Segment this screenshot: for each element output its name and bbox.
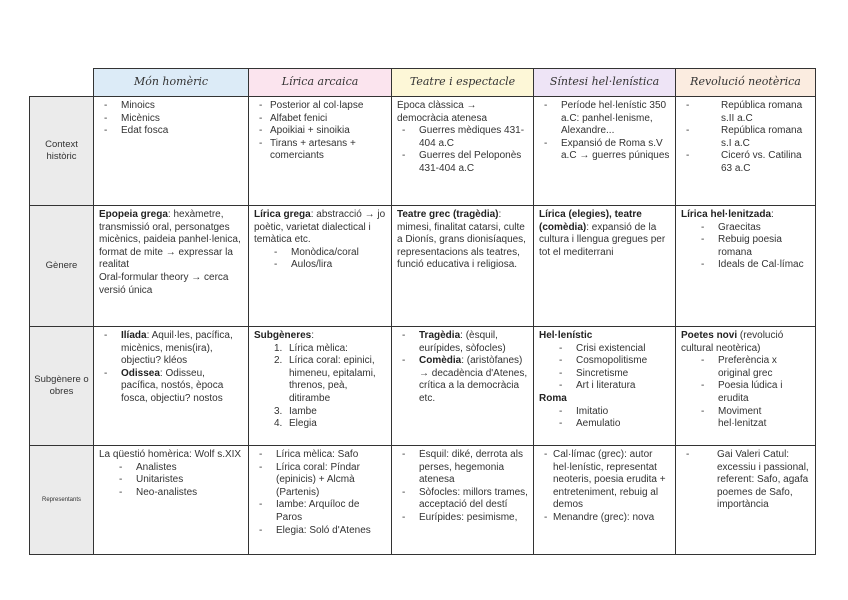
list-item: - República romana s.I a.C bbox=[681, 125, 810, 150]
cell-representants-lirica bbox=[249, 446, 392, 555]
subgenere-teatre-bold-1: Comèdia bbox=[419, 355, 462, 367]
list-item: - Guerres del Peloponès 431-404 a.C bbox=[397, 150, 528, 175]
row-header-representants: Representants bbox=[30, 446, 94, 555]
cell-representants-teatre bbox=[392, 446, 534, 555]
list-item: - Analistes bbox=[99, 462, 243, 475]
genere-neoterica-bold: Lírica hel·lenitzada bbox=[681, 209, 772, 220]
list-number: 1. bbox=[274, 342, 283, 354]
cell-genere-sintesi bbox=[534, 206, 676, 327]
representants-homer-intro: La qüestió homèrica: Wolf s.XIX bbox=[99, 449, 242, 460]
list-item: - Monòdica/coral bbox=[254, 247, 386, 260]
list-item: - Imitatio bbox=[539, 406, 670, 419]
list-item: - Poesia lúdica i erudita bbox=[681, 380, 810, 405]
list-item: - Elegia: Soló d'Atenes bbox=[254, 525, 386, 538]
list-item: - Ideals de Cal·límac bbox=[681, 259, 810, 272]
cell-genere-homer bbox=[94, 206, 249, 327]
list-item: - Cal·límac (grec): autor hel·lenístic, representat neoteris, poesia erudita + entreteniment, rebuig al demos bbox=[539, 449, 670, 512]
subgenere-homer-bold-1: Odissea bbox=[121, 367, 160, 379]
genere-lirica-text: : abstracció → jo poètic, varietat dialectical i temàtica etc. bbox=[254, 209, 386, 246]
subgenere-neoterica-bold: Poetes novi bbox=[681, 330, 738, 341]
list-item: - Lírica coral: Píndar (epinicis) + Alcmà (Partenis) bbox=[254, 462, 386, 500]
list-item: - Unitaristes bbox=[99, 474, 243, 487]
cell-context-lirica bbox=[249, 97, 392, 206]
list-item bbox=[397, 330, 528, 355]
subgenere-neoterica-text: (revolució cultural neotèrica) bbox=[681, 330, 784, 354]
list-item bbox=[254, 355, 386, 405]
list-item: - Rebuig poesia romana bbox=[681, 234, 810, 259]
list-item: - Guerres mèdiques 431-404 a.C bbox=[397, 125, 528, 150]
cell-context-sintesi bbox=[534, 97, 676, 206]
list-text: Lírica mèlica: bbox=[289, 342, 348, 354]
cell-subgenere-sintesi bbox=[534, 327, 676, 446]
header-sintesi: Síntesi hel·lenística bbox=[534, 69, 676, 97]
list-item: - Gai Valeri Catul: excessiu i passional, referent: Safo, agafa poemes de Safo, importància bbox=[681, 449, 810, 512]
list-item bbox=[254, 406, 386, 419]
list-item bbox=[254, 418, 386, 431]
list-item: - Alfabet fenici bbox=[254, 113, 386, 126]
list-number: 4. bbox=[274, 418, 283, 430]
list-item: - Lírica mèlica: Safo bbox=[254, 449, 386, 462]
list-item: - Micènics bbox=[99, 113, 243, 126]
list-item: - Eurípides: pesimisme, bbox=[397, 512, 528, 525]
genere-teatre-bold: Teatre grec (tragèdia) bbox=[397, 209, 499, 220]
cell-subgenere-teatre bbox=[392, 327, 534, 446]
genere-neoterica-text: : bbox=[771, 209, 774, 220]
cell-representants-homer bbox=[94, 446, 249, 555]
header-neoterica: Revolució neotèrica bbox=[676, 69, 816, 97]
cell-representants-sintesi bbox=[534, 446, 676, 555]
corner-cell bbox=[30, 69, 94, 97]
list-number: 2. bbox=[274, 355, 283, 367]
header-lirica-arcaica: Lírica arcaica bbox=[249, 69, 392, 97]
context-teatre-intro: Època clàssica → democràcia atenesa bbox=[397, 100, 488, 124]
list-item: - Aulos/lira bbox=[254, 259, 386, 272]
list-item: - Ciceró vs. Catilina 63 a.C bbox=[681, 150, 810, 175]
subgenere-sintesi-bold-1: Hel·lenístic bbox=[539, 330, 593, 341]
subgenere-homer-bold-0: Ilíada bbox=[121, 330, 147, 341]
list-item bbox=[99, 368, 243, 406]
subgenere-teatre-text-1: : (aristòfanes) → decadència d'Atenes, crítica a la democràcia etc. bbox=[419, 355, 528, 404]
list-item: - Aemulatio bbox=[539, 418, 670, 431]
list-item: - Posterior al col·lapse bbox=[254, 100, 386, 113]
list-item: - Iambe: Arquíloc de Paros bbox=[254, 499, 386, 524]
genere-teatre-text: : mimesi, finalitat catarsi, culte a Dionís, grans dionisíaques, representacions als teatres, funció educativa i religiosa. bbox=[397, 209, 526, 271]
list-item: - Sincretisme bbox=[539, 368, 670, 381]
list-item: - Cosmopolitisme bbox=[539, 355, 670, 368]
genere-sintesi-text: : expansió de la cultura i llengua gregues per tot el mediterrani bbox=[539, 221, 666, 258]
list-item bbox=[397, 355, 528, 405]
list-item: - Període hel·lenístic 350 a.C: panhel·lenisme, Alexandre... bbox=[539, 100, 670, 138]
list-item: - Moviment hel·lenitzat bbox=[681, 406, 810, 431]
row-header-genere: Gènere bbox=[30, 206, 94, 327]
list-item bbox=[254, 343, 386, 356]
summary-table bbox=[29, 68, 816, 555]
cell-genere-neoterica bbox=[676, 206, 816, 327]
genere-sintesi-bold: Lírica (elegies), teatre (comèdia) bbox=[539, 209, 642, 233]
list-text: Iambe bbox=[289, 405, 317, 417]
list-item: - Preferència x original grec bbox=[681, 355, 810, 380]
list-item: - Tirans + artesans + comerciants bbox=[254, 138, 386, 163]
list-item: - Sòfocles: millors trames, acceptació del destí bbox=[397, 487, 528, 512]
subgenere-homer-text-0: : Aquil·les, pacífica, micènics, menis(ira), objectiu? kléos bbox=[121, 330, 233, 367]
subgenere-sintesi-bold-2: Roma bbox=[539, 392, 567, 404]
row-header-context: Context històric bbox=[30, 97, 94, 206]
list-text: Elegia bbox=[289, 418, 317, 430]
cell-subgenere-homer bbox=[94, 327, 249, 446]
subgenere-teatre-bold-0: Tragèdia bbox=[419, 330, 461, 341]
genere-homer-extra: Oral-formular theory → cerca versió única bbox=[99, 271, 229, 296]
genere-homer-text: : hexàmetre, transmissió oral, personatges micènics, paideia panhel·lenica, format de mite → expressar la realitat bbox=[99, 209, 241, 271]
list-text: Lírica coral: epinici, himeneu, epitalami, threnos, peà, ditirambe bbox=[289, 355, 376, 404]
header-mon-homeric: Món homèric bbox=[94, 69, 249, 97]
cell-context-teatre bbox=[392, 97, 534, 206]
list-item: - Crisi existencial bbox=[539, 343, 670, 356]
cell-context-homer bbox=[94, 97, 249, 206]
list-item: - Menandre (grec): nova bbox=[539, 512, 670, 525]
list-item: - República romana s.II a.C bbox=[681, 100, 810, 125]
genere-homer-bold: Epopeia grega bbox=[99, 209, 168, 220]
cell-context-neoterica bbox=[676, 97, 816, 206]
list-item: - Edat fosca bbox=[99, 125, 243, 138]
list-item: - Apoikiai + sinoikia bbox=[254, 125, 386, 138]
list-item: - Expansió de Roma s.V a.C → guerres púniques bbox=[539, 138, 670, 163]
list-item: - Neo-analistes bbox=[99, 487, 243, 500]
subgenere-lirica-text: : bbox=[311, 330, 315, 341]
subgenere-teatre-text-0: : (èsquil, eurípides, sòfocles) bbox=[419, 330, 506, 354]
row-header-subgenere: Subgènere o obres bbox=[30, 327, 94, 446]
list-item: - Minoics bbox=[99, 100, 243, 113]
cell-genere-teatre bbox=[392, 206, 534, 327]
cell-representants-neoterica bbox=[676, 446, 816, 555]
list-number: 3. bbox=[274, 405, 283, 417]
cell-genere-lirica bbox=[249, 206, 392, 327]
list-item bbox=[99, 330, 243, 368]
genere-lirica-bold: Lírica grega bbox=[254, 209, 311, 220]
list-item: - Graecitas bbox=[681, 222, 810, 235]
subgenere-lirica-bold: Subgèneres bbox=[254, 330, 312, 341]
header-teatre: Teatre i espectacle bbox=[392, 69, 534, 97]
cell-subgenere-lirica bbox=[249, 327, 392, 446]
subgenere-homer-text-1: : Odisseu, pacífica, nostós, època fosca, objectiu? nostos bbox=[121, 367, 224, 404]
list-item: - Art i literatura bbox=[539, 380, 670, 393]
list-item: - Èsquil: diké, derrota als perses, hegemonia atenesa bbox=[397, 449, 528, 487]
cell-subgenere-neoterica bbox=[676, 327, 816, 446]
